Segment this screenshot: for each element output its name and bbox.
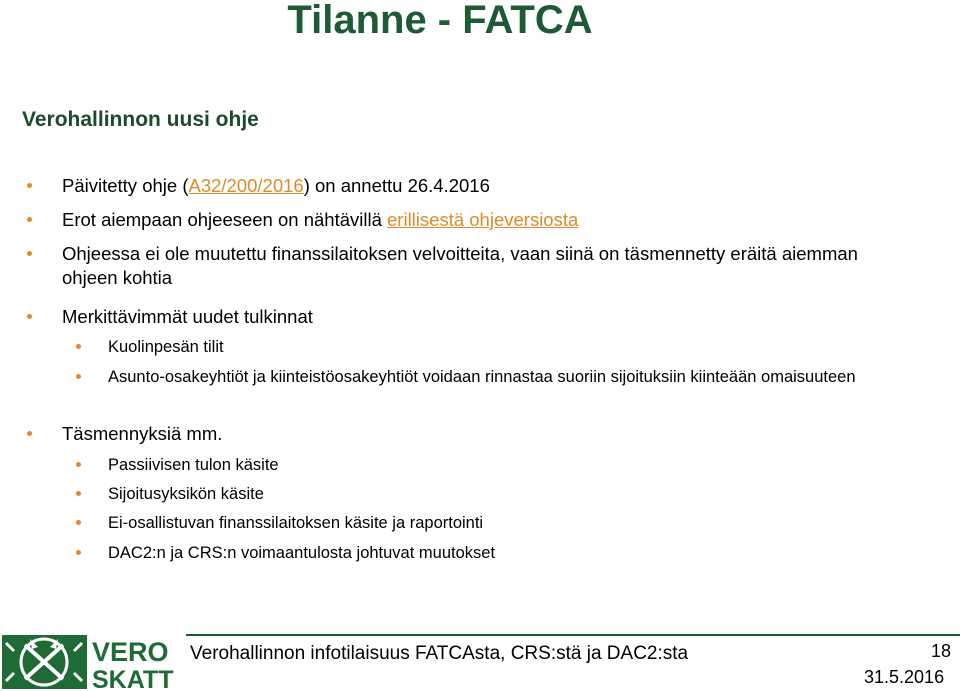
- bullet-dot: [76, 520, 81, 525]
- logo-text-vero: VERO: [92, 637, 169, 667]
- bullet-item: Erot aiempaan ohjeeseen on nähtävillä erillisestä ohjeversiosta: [62, 208, 922, 232]
- bullet-dot: [27, 314, 32, 319]
- bullet-item: Ohjeessa ei ole muutettu finanssilaitoksen velvoitteita, vaan siinä on täsmennetty eräitä aiemman ohjeen kohtia: [62, 242, 907, 290]
- bullet-dot: [27, 431, 32, 436]
- vero-skatt-logo: [0, 633, 180, 691]
- section-heading: Verohallinnon uusi ohje: [22, 108, 259, 131]
- sub-bullet-item: Sijoitusyksikön käsite: [108, 483, 938, 505]
- bullet-dot: [76, 550, 81, 555]
- bullet-dot: [27, 251, 32, 256]
- bullet-item: Täsmennyksiä mm.: [62, 422, 922, 446]
- emblem-icon: [2, 635, 87, 689]
- footer-divider: [186, 634, 960, 636]
- sub-bullet-item: Kuolinpesän tilit: [108, 336, 938, 358]
- logo-text-skatt: SKATT: [92, 666, 174, 691]
- bullet-dot: [76, 374, 81, 379]
- bullet-item: Merkittävimmät uudet tulkinnat: [62, 305, 922, 329]
- bullet-dot: [27, 183, 32, 188]
- guide-link[interactable]: A32/200/2016: [188, 175, 304, 196]
- page-number: 18: [931, 641, 952, 661]
- bullet-dot: [76, 462, 81, 467]
- sub-bullet-item: Passiivisen tulon käsite: [108, 454, 938, 476]
- version-link[interactable]: erillisestä ohjeversiosta: [387, 209, 579, 230]
- sub-bullet-item: Asunto-osakeyhtiöt ja kiinteistöosakeyhtiöt voidaan rinnastaa suoriin sijoituksiin kiinteään omaisuuteen: [108, 366, 918, 388]
- bullet-item: Päivitetty ohje (A32/200/2016) on annettu 26.4.2016: [62, 174, 922, 198]
- bullet-dot: [76, 491, 81, 496]
- bullet-dot: [76, 344, 81, 349]
- sub-bullet-item: DAC2:n ja CRS:n voimaantulosta johtuvat muutokset: [108, 542, 938, 564]
- slide-title: Tilanne - FATCA: [287, 0, 593, 42]
- footer-date: 31.5.2016: [864, 667, 945, 687]
- bullet-dot: [27, 217, 32, 222]
- footer-title: Verohallinnon infotilaisuus FATCAsta, CRS:stä ja DAC2:sta: [190, 643, 689, 664]
- sub-bullet-item: Ei-osallistuvan finanssilaitoksen käsite ja raportointi: [108, 512, 938, 534]
